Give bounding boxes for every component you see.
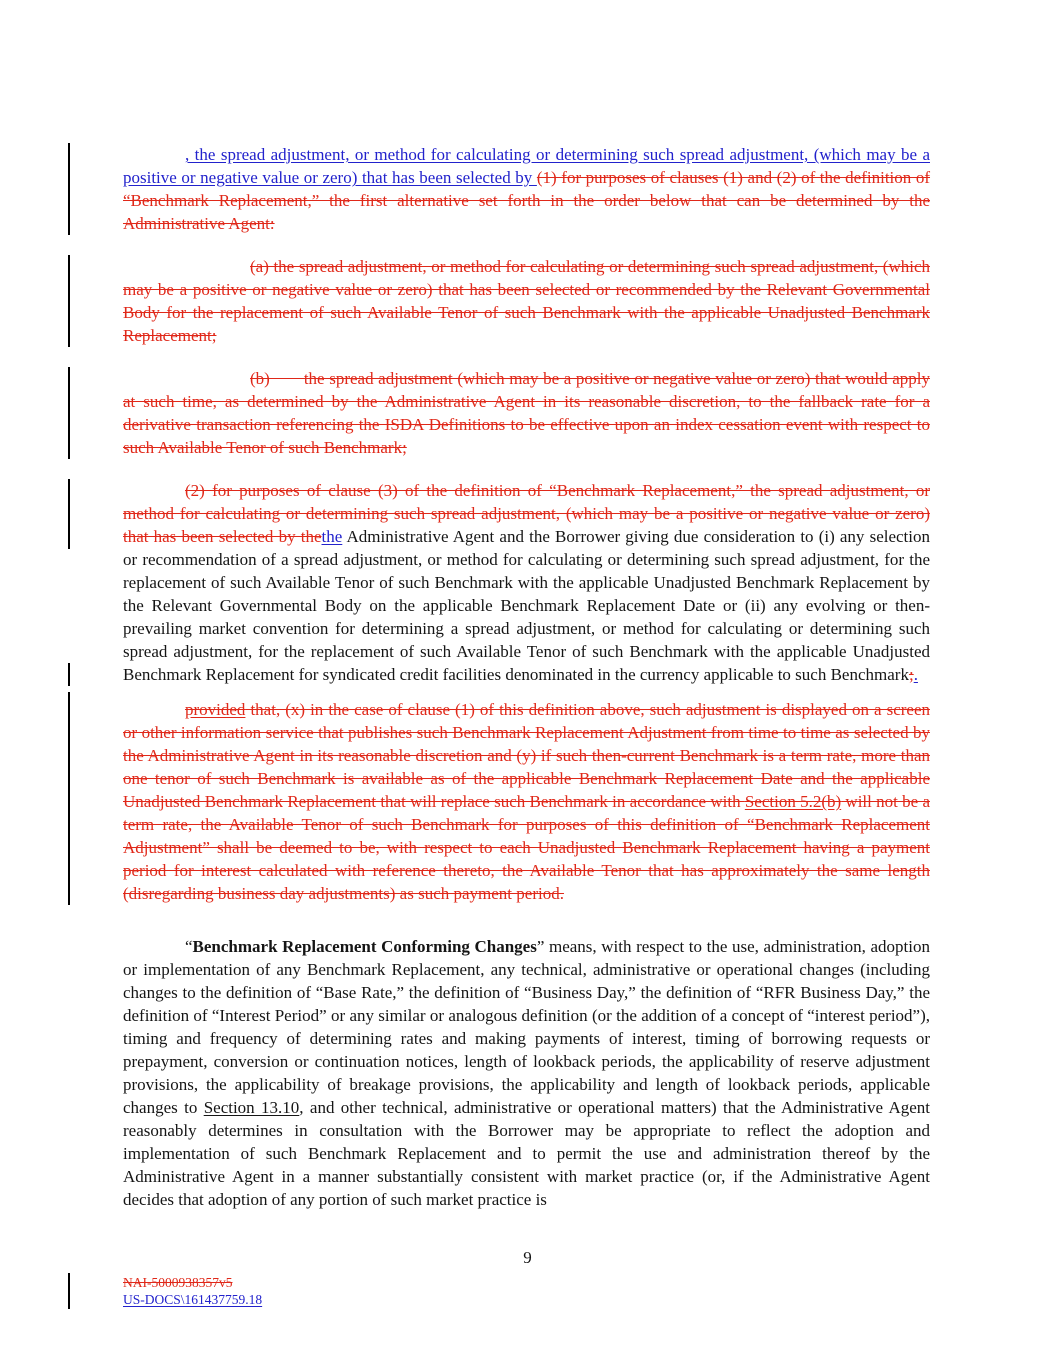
- footer-added-doc-id: US-DOCS\161437759.18: [123, 1292, 263, 1307]
- inserted-text: the: [321, 527, 343, 546]
- footer-deleted-doc-id: NAI-5000938357v5: [123, 1275, 233, 1290]
- para-clause-b: [123, 367, 930, 459]
- deleted-text: provided: [185, 700, 246, 719]
- para-clause-2: [123, 479, 930, 686]
- inserted-text: .: [913, 665, 918, 684]
- para-benchmark-replacement-conforming-changes: [123, 935, 930, 1211]
- para-provided-proviso: [123, 698, 930, 905]
- body-text: Administrative Agent and the Borrower giving due consideration to (i) any selection or recommendation of a spread adjustment, or method for calculating or determining such spread adjustment, for the replacement of such Available Tenor of such Benchmark with the applicable Unadjusted Benchmark Replacement by the Relevant Governmental Body on the applicable Benchmark Replacement Date or (ii) any evolving or then-prevailing market convention for determining a spread adjustment, or method for calculating or determining such spread adjustment, for the replacement of such Available Tenor of such Benchmark with the applicable Unadjusted Benchmark Replacement for syndicated credit facilities denominated in the currency applicable to such Benchmark: [123, 527, 931, 684]
- footer: [123, 1274, 262, 1308]
- change-bar: [68, 367, 70, 459]
- inserted-text: , the spread adjustment, or method for calculating or determining such spread adjustment, (which may be a positive or negative value or zero) that has been selected by: [123, 145, 930, 187]
- change-bar: [68, 663, 70, 686]
- body-text: “: [185, 937, 193, 956]
- para-clause-a: [123, 255, 930, 347]
- body-text: ” means, with respect to the use, administration, adoption or implementation of any Benchmark Replacement, any technical, administrative or operational changes (including changes to the definition of “Base Rate,” the definition of “Business Day,” the definition of “RFR Business Day,” the definition of “Interest Period” or any similar or analogous definition (or the addition of a concept of “interest period”), timing and frequency of determining rates and making payments of interest, timing of borrowing requests or prepayment, conversion or continuation notices, length of lookback periods, the applicability of reserve adjustment provisions, the applicability of breakage provisions, the applicability and length of lookback periods, applicable changes to: [123, 937, 930, 1117]
- change-bar: [68, 255, 70, 347]
- change-bar: [68, 479, 70, 549]
- change-bar: [68, 1273, 70, 1309]
- document-body: [123, 143, 930, 1231]
- deleted-text: will not be a term rate, the Available Tenor of such Benchmark for purposes of this definition of “Benchmark Replacement Adjustment” shall be deemed to be, with respect to each Unadjusted Benchmark Replacement having a payment period for interest calculated with reference thereto, the Available Tenor that has approximately the same length (disregarding business day adjustments) as such payment period.: [123, 792, 930, 903]
- deleted-text: that, (x) in the case of clause (1) of this definition above, such adjustment is displayed on a screen or other information service that publishes such Benchmark Replacement Adjustment from time to time as selected by the Administrative Agent in its reasonable discretion and (y) if such then-current Benchmark is a term rate, more than one tenor of such Benchmark is available as of the applicable Benchmark Replacement Date and the applicable Unadjusted Benchmark Replacement that will replace such Benchmark in accordance with: [123, 700, 930, 811]
- deleted-text: Section 5.2(b): [744, 792, 842, 811]
- deleted-text: ;: [908, 665, 914, 684]
- change-bar: [68, 692, 70, 905]
- page-number: 9: [523, 1248, 532, 1267]
- deleted-text: (b) the spread adjustment (which may be a positive or negative value or zero) that would apply at such time, as determined by the Administrative Agent in its reasonable discretion, to the fallback rate for a derivative transaction referencing the ISDA Definitions to be effective upon an index cessation event with respect to such Available Tenor of such Benchmark;: [123, 369, 930, 457]
- deleted-text: (1) for purposes of clauses (1) and (2) of the definition of “Benchmark Replacement,” the first alternative set forth in the order below that can be determined by the Administrative Agent:: [123, 168, 931, 233]
- underlined-text: Section 13.10: [203, 1098, 300, 1117]
- body-text: , and other technical, administrative or operational matters) that the Administrative Agent reasonably determines in consultation with the Borrower may be appropriate to reflect the adoption and implementation of such Benchmark Replacement and to permit the use and administration thereof by the Administrative Agent in a manner substantially consistent with market practice (or, if the Administrative Agent decides that adoption of any portion of such market practice is: [123, 1098, 930, 1209]
- para-spread-adjustment-intro: [123, 143, 930, 235]
- deleted-text: (a) the spread adjustment, or method for calculating or determining such spread adjustment, (which may be a positive or negative value or zero) that has been selected or recommended by the Relevant Governmental Body for the replacement of such Available Tenor of such Benchmark with the applicable Unadjusted Benchmark Replacement;: [123, 257, 930, 345]
- deleted-text: (2) for purposes of clause (3) of the definition of “Benchmark Replacement,” the spread adjustment, or method for calculating or determining such spread adjustment, (which may be a positive or negative value or zero) that has been selected by the: [123, 481, 930, 546]
- bold-text: Benchmark Replacement Conforming Changes: [192, 937, 537, 956]
- change-bar: [68, 143, 70, 235]
